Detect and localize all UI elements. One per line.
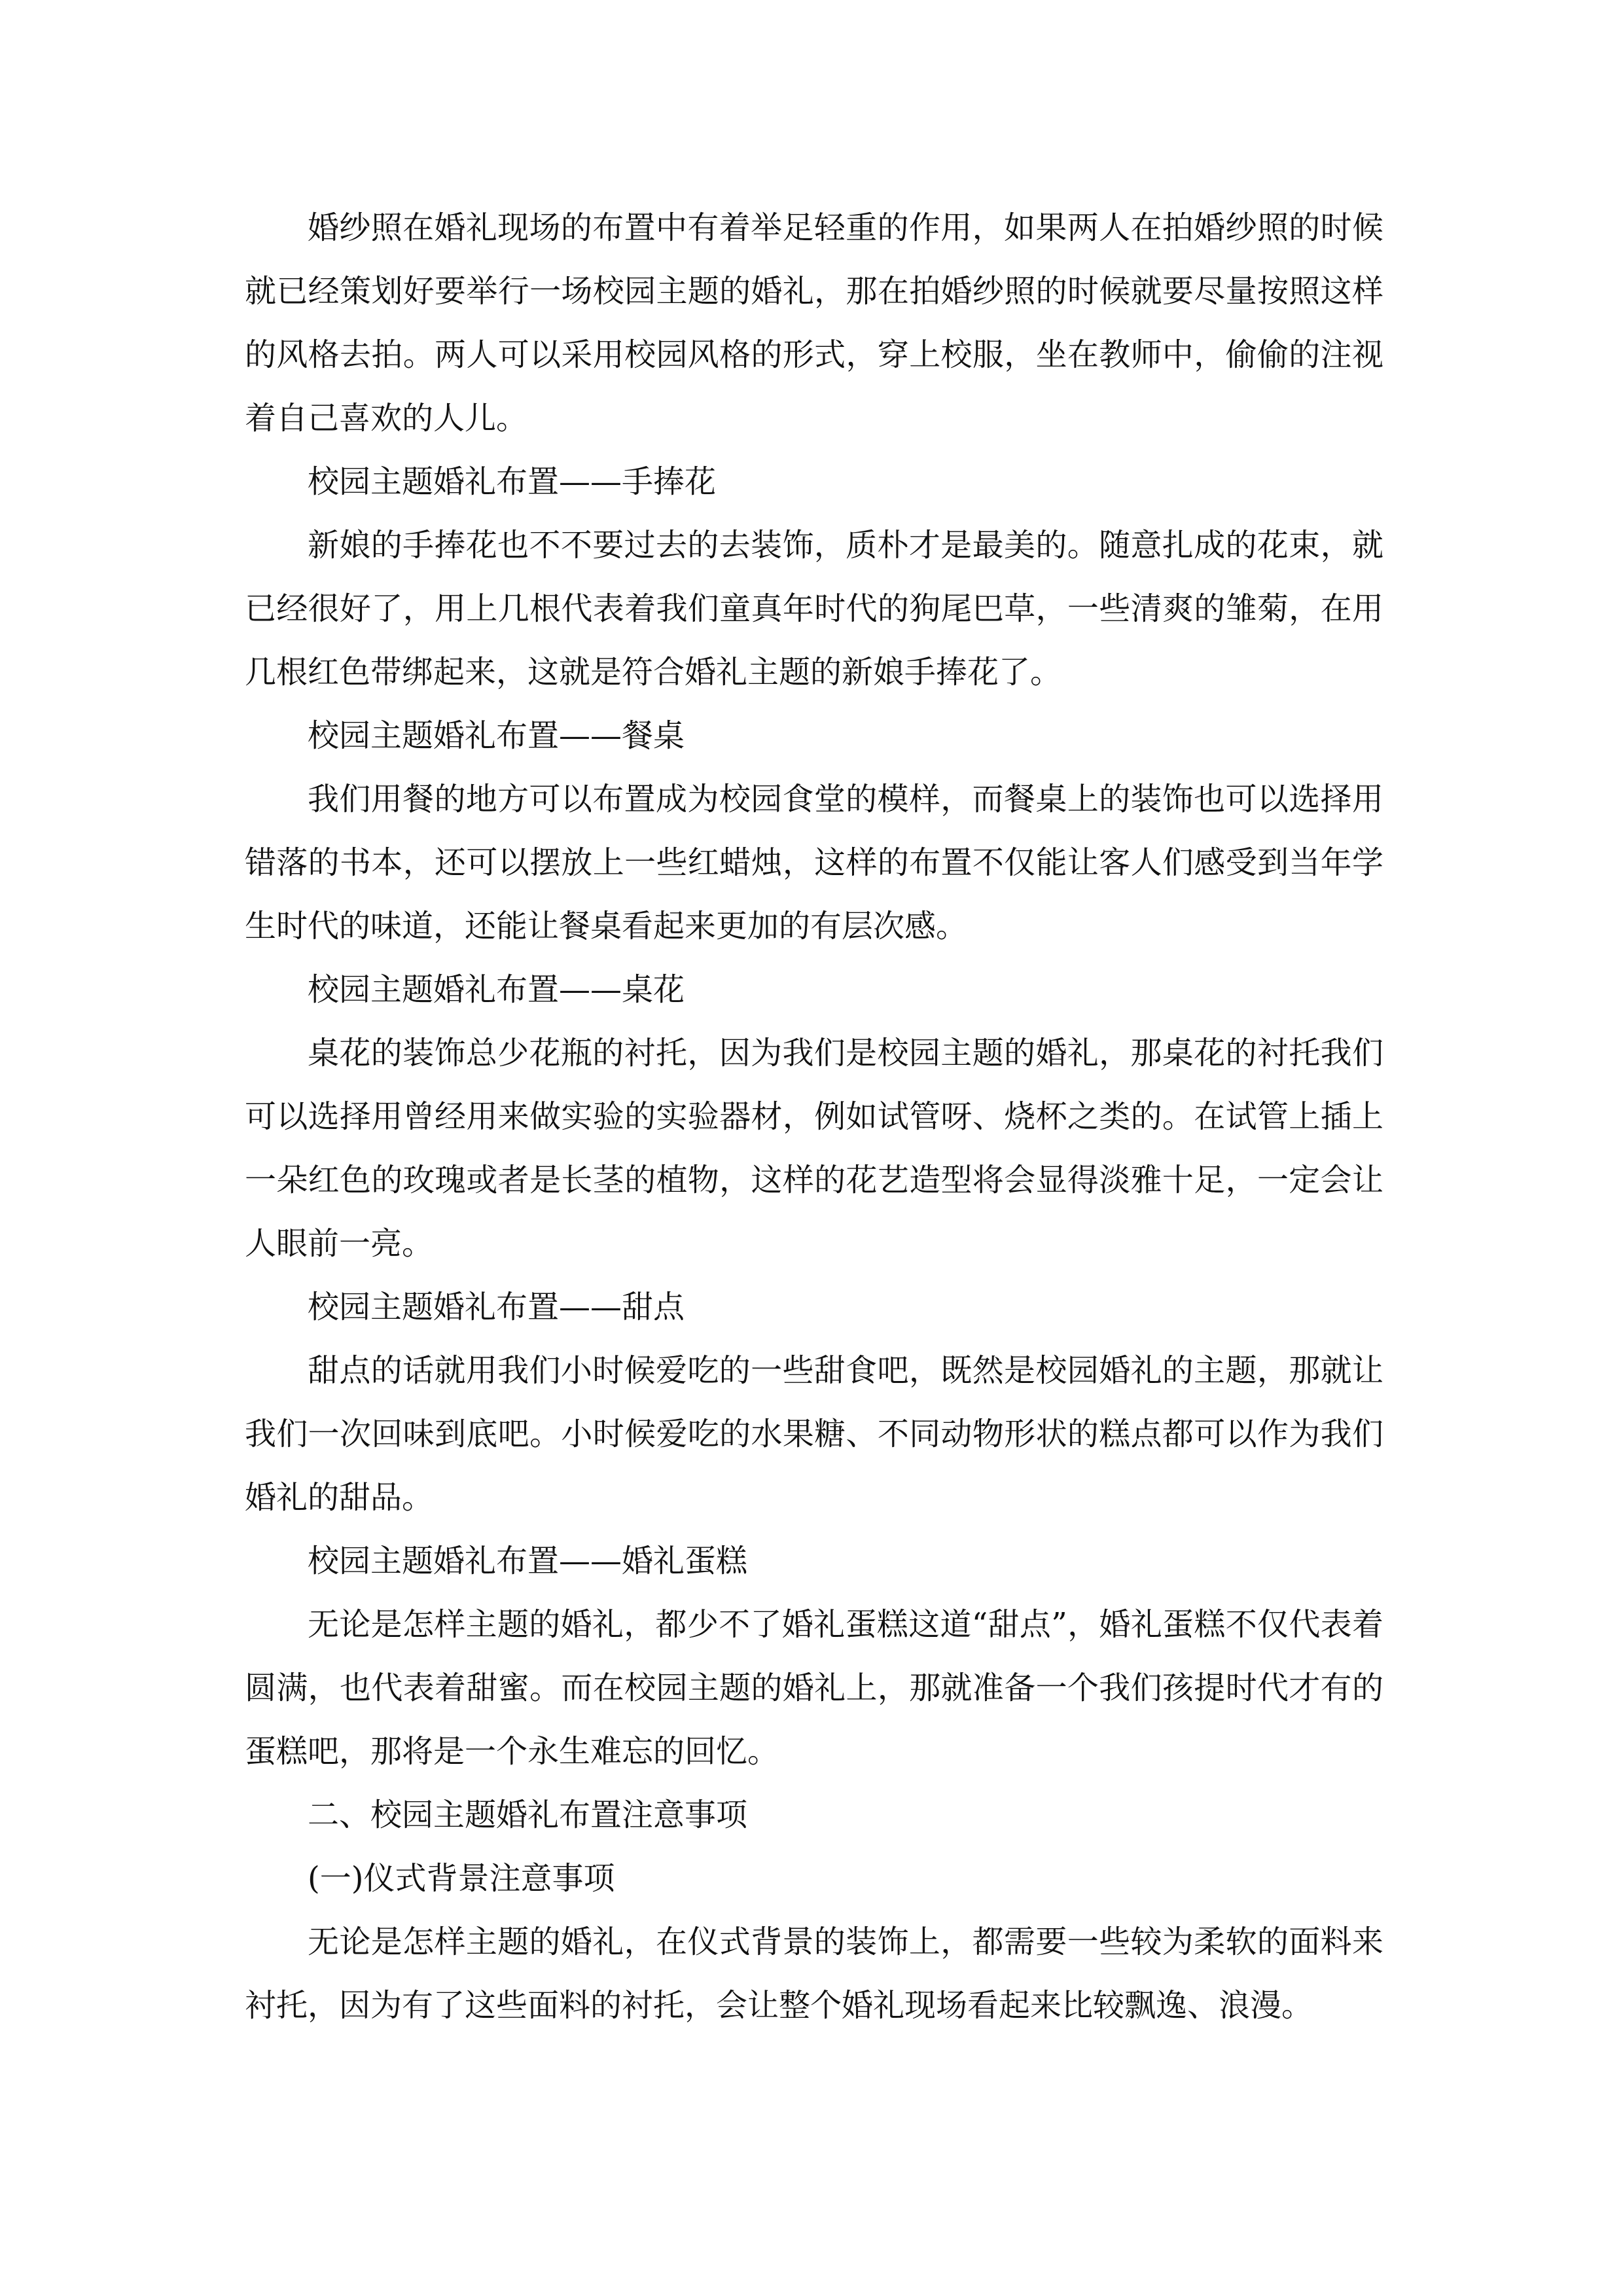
document-body	[245, 196, 1383, 2037]
paragraph-table-flowers: 桌花的装饰总少花瓶的衬托，因为我们是校园主题的婚礼，那桌花的衬托我们可以选择用曾经用来做实验的实验器材，例如试管呀、烧杯之类的。在试管上插上一朵红色的玫瑰或者是长茎的植物，这样的花艺造型将会显得淡雅十足，一定会让人眼前一亮。	[245, 1035, 1383, 1262]
paragraph-wedding-photos: 婚纱照在婚礼现场的布置中有着举足轻重的作用，如果两人在拍婚纱照的时候就已经策划好要举行一场校园主题的婚礼，那在拍婚纱照的时候就要尽量按照这样的风格去拍。两人可以采用校园风格的形式，穿上校服，坐在教师中，偷偷的注视着自己喜欢的人儿。	[245, 209, 1383, 437]
paragraph-bouquet: 新娘的手捧花也不不要过去的去装饰，质朴才是最美的。随意扎成的花束，就已经很好了，用上几根代表着我们童真年时代的狗尾巴草，一些清爽的雏菊，在用几根红色带绑起来，这就是符合婚礼主题的新娘手捧花了。	[245, 527, 1383, 691]
section-heading-bouquet: 校园主题婚礼布置——手捧花	[308, 463, 717, 500]
subsection-heading-ceremony-background: (一)仪式背景注意事项	[308, 1860, 615, 1897]
paragraph-wedding-cake: 无论是怎样主题的婚礼，都少不了婚礼蛋糕这道“甜点”，婚礼蛋糕不仅代表着圆满，也代表着甜蜜。而在校园主题的婚礼上，那就准备一个我们孩提时代才有的蛋糕吧，那将是一个永生难忘的回忆。	[245, 1606, 1383, 1770]
paragraph-dining-table: 我们用餐的地方可以布置成为校园食堂的模样，而餐桌上的装饰也可以选择用错落的书本，还可以摆放上一些红蜡烛，这样的布置不仅能让客人们感受到当年学生时代的味道，还能让餐桌看起来更加的有层次感。	[245, 781, 1383, 944]
section-heading-desserts: 校园主题婚礼布置——甜点	[308, 1289, 685, 1325]
section-heading-wedding-cake: 校园主题婚礼布置——婚礼蛋糕	[308, 1543, 748, 1579]
paragraph-desserts: 甜点的话就用我们小时候爱吃的一些甜食吧，既然是校园婚礼的主题，那就让我们一次回味到底吧。小时候爱吃的水果糖、不同动物形状的糕点都可以作为我们婚礼的甜品。	[245, 1352, 1383, 1516]
section-heading-precautions: 二、校园主题婚礼布置注意事项	[308, 1797, 748, 1833]
paragraph-ceremony-background: 无论是怎样主题的婚礼，在仪式背景的装饰上，都需要一些较为柔软的面料来衬托，因为有了这些面料的衬托，会让整个婚礼现场看起来比较飘逸、浪漫。	[245, 1924, 1383, 2024]
section-heading-dining-table: 校园主题婚礼布置——餐桌	[308, 717, 685, 754]
section-heading-table-flowers: 校园主题婚礼布置——桌花	[308, 971, 685, 1008]
